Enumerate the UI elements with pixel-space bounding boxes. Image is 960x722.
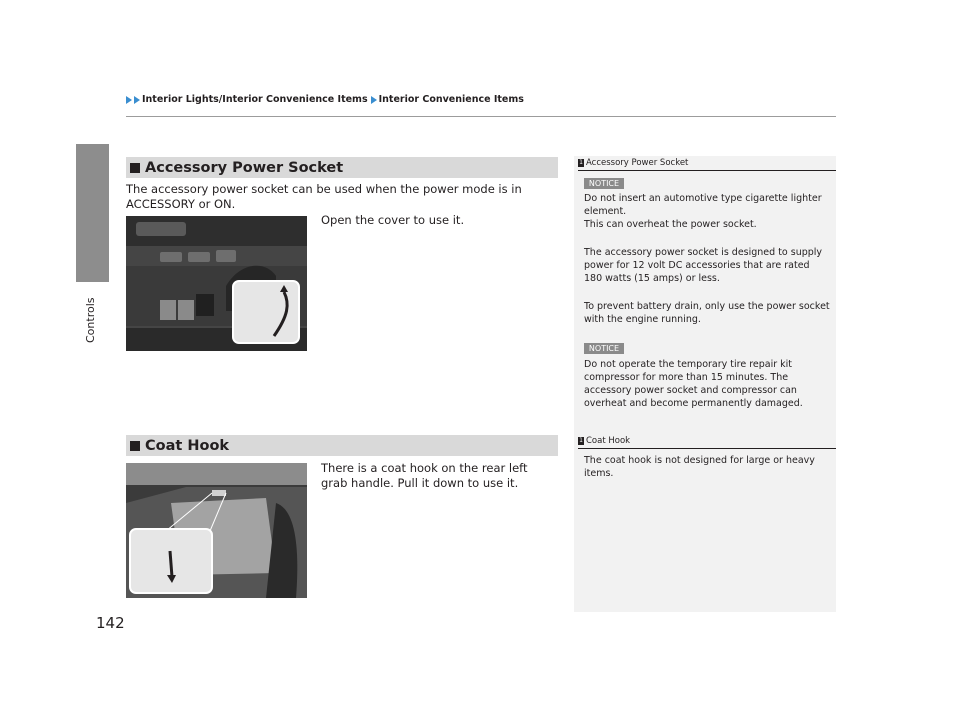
accessory-note-paragraph: The accessory power socket is designed to supply power for 12 volt DC accessories that are rated 180 watts (15 amps) or less.	[584, 247, 823, 284]
breadcrumb	[126, 94, 524, 105]
page-number: 142	[96, 614, 125, 632]
power-socket-photo	[126, 216, 307, 351]
section-tab-label: Controls	[84, 297, 97, 343]
section-tab	[76, 144, 109, 282]
breadcrumb-arrow-icon	[134, 96, 140, 104]
reference-marker: 1	[579, 437, 583, 444]
notice-text: Do not insert an automotive type cigarette lighter element. This can overheat the power socket.	[584, 193, 822, 230]
accessory-intro: The accessory power socket can be used when the power mode is in ACCESSORY or ON.	[126, 182, 522, 211]
notice-text: Do not operate the temporary tire repair kit compressor for more than 15 minutes. The accessory power socket and compressor can overheat and become permanently damaged.	[584, 359, 803, 409]
breadcrumb-level1[interactable]: Interior Lights/Interior Convenience Items	[142, 94, 368, 105]
accessory-note-paragraph: To prevent battery drain, only use the power socket with the engine running.	[584, 301, 830, 325]
coat-hook-note-text: The coat hook is not designed for large or heavy items.	[584, 455, 815, 479]
power-socket-illustration	[126, 216, 307, 351]
coat-hook-note-title	[578, 436, 630, 446]
coat-hook-instruction: There is a coat hook on the rear left grab handle. Pull it down to use it.	[321, 461, 528, 490]
notice-badge: NOTICE	[584, 178, 624, 189]
accessory-note-rule	[578, 170, 836, 171]
accessory-socket-heading-text: Accessory Power Socket	[145, 159, 344, 176]
section-square-icon	[130, 163, 140, 173]
accessory-instruction: Open the cover to use it.	[321, 213, 465, 227]
coat-hook-photo	[126, 463, 307, 598]
reference-marker: 1	[579, 159, 583, 166]
coat-hook-heading	[126, 435, 558, 456]
accessory-note-title-text: Accessory Power Socket	[586, 158, 689, 168]
breadcrumb-arrow-icon	[126, 96, 132, 104]
coat-hook-heading-text: Coat Hook	[145, 437, 230, 454]
header-rule	[126, 116, 836, 117]
breadcrumb-level2[interactable]: Interior Convenience Items	[378, 94, 524, 105]
breadcrumb-arrow-icon	[371, 96, 377, 104]
accessory-note-title	[578, 158, 688, 168]
section-square-icon	[130, 441, 140, 451]
notice-badge: NOTICE	[584, 343, 624, 354]
accessory-socket-heading	[126, 157, 558, 178]
coat-hook-note-title-text: Coat Hook	[586, 436, 631, 446]
coat-hook-illustration	[126, 463, 307, 598]
coat-hook-note-rule	[578, 448, 836, 449]
